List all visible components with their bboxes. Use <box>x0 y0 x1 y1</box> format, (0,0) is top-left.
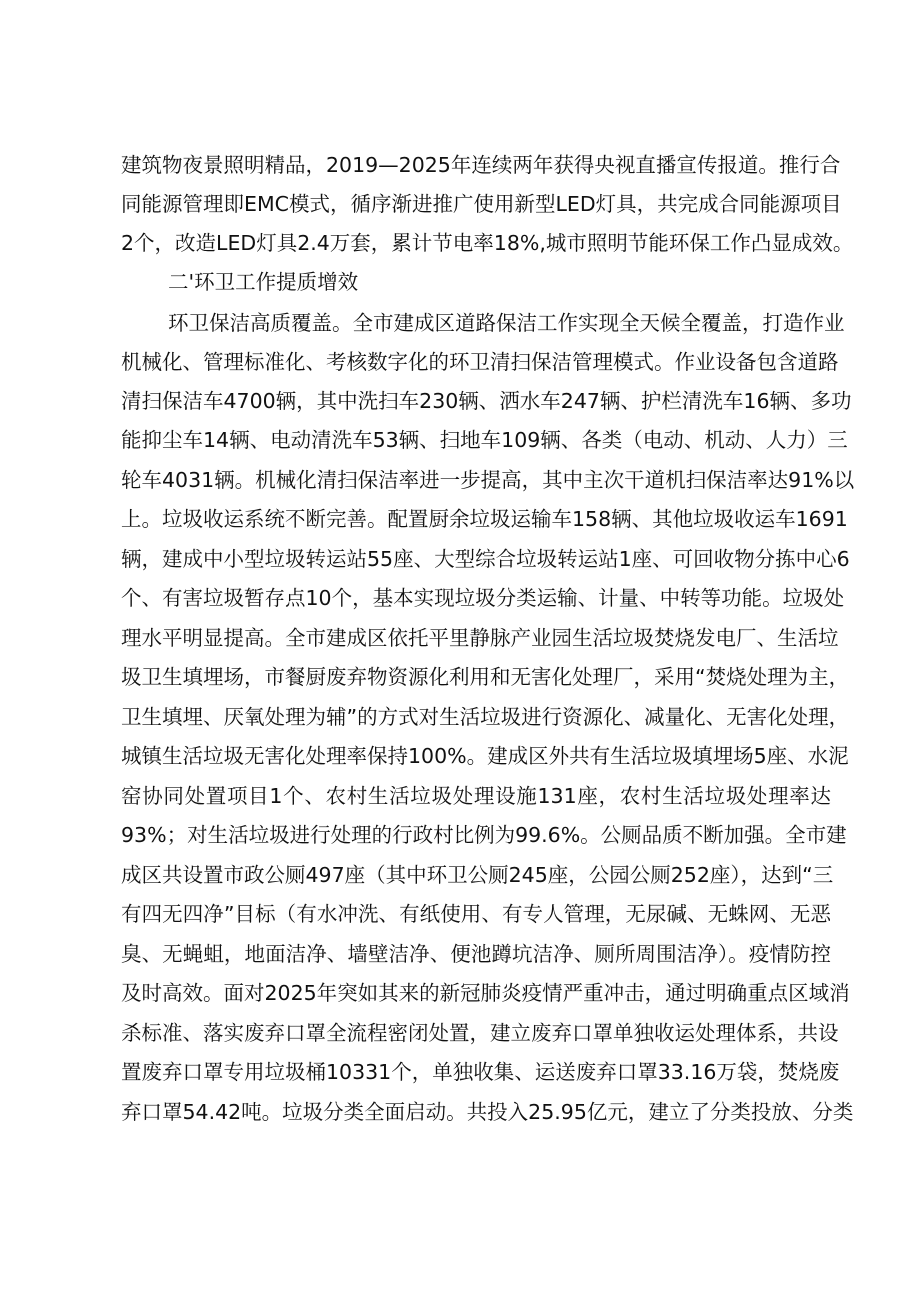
paragraph-1-line-1: 建筑物夜景照明精品，2019—2025年连续两年获得央视直播宣传报道。推行合 <box>121 153 841 177</box>
section-heading: 二'环卫工作提质增效 <box>168 270 359 294</box>
paragraph-2-line-21: 弃口罩54.42吨。垃圾分类全面启动。共投入25.95亿元，建立了分类投放、分类 <box>121 1100 854 1124</box>
paragraph-2-line-13: 窑协同处置项目1个、农村生活垃圾处理设施131座，农村生活垃圾处理率达 <box>121 784 831 808</box>
paragraph-2-line-17: 臭、无蝇蛆，地面洁净、墙壁洁净、便池蹲坑洁净、厕所周围洁净）。疫情防控 <box>121 942 831 966</box>
paragraph-1-line-2: 同能源管理即EMC模式，循序渐进推广使用新型LED灯具，共完成合同能源项目 <box>121 192 842 216</box>
paragraph-2-line-8: 个、有害垃圾暂存点10个，基本实现垃圾分类运输、计量、中转等功能。垃圾处 <box>121 586 845 610</box>
paragraph-2-line-1: 环卫保洁高质覆盖。全市建成区道路保洁工作实现全天候全覆盖，打造作业 <box>168 311 845 335</box>
paragraph-2-line-7: 辆，建成中小型垃圾转运站55座、大型综合垃圾转运站1座、可回收物分拣中心6 <box>121 547 850 571</box>
paragraph-2-line-9: 理水平明显提高。全市建成区依托平里静脉产业园生活垃圾焚烧发电厂、生活垃 <box>121 626 839 650</box>
paragraph-2-line-18: 及时高效。面对2025年突如其来的新冠肺炎疫情严重冲击，通过明确重点区域消 <box>121 981 850 1005</box>
paragraph-2-line-14: 93%；对生活垃圾进行处理的行政村比例为99.6%。公厕品质不断加强。全市建 <box>121 823 847 847</box>
paragraph-1-line-3: 2个，改造LED灯具2.4万套，累计节电率18%,城市照明节能环保工作凸显成效。 <box>121 231 854 255</box>
paragraph-2-line-5: 轮车4031辆。机械化清扫保洁率进一步提高，其中主次干道机扫保洁率达91%以 <box>121 468 855 492</box>
paragraph-2-line-11: 卫生填埋、厌氧处理为辅”的方式对生活垃圾进行资源化、减量化、无害化处理， <box>121 705 850 729</box>
paragraph-2-line-2: 机械化、管理标准化、考核数字化的环卫清扫保洁管理模式。作业设备包含道路 <box>121 350 839 374</box>
paragraph-2-line-4: 能抑尘车14辆、电动清洗车53辆、扫地车109辆、各类（电动、机动、人力）三 <box>121 428 848 452</box>
paragraph-2-line-20: 置废弃口罩专用垃圾桶10331个，单独收集、运送废弃口罩33.16万袋，焚烧废 <box>121 1060 840 1084</box>
paragraph-2-line-19: 杀标准、落实废弃口罩全流程密闭处置，建立废弃口罩单独收运处理体系，共设 <box>121 1021 839 1045</box>
paragraph-2-line-15: 成区共设置市政公厕497座（其中环卫公厕245座，公园公厕252座），达到“三 <box>121 863 834 887</box>
paragraph-2-line-10: 圾卫生填埋场，市餐厨废弃物资源化利用和无害化处理厂，采用“焚烧处理为主， <box>121 665 850 689</box>
paragraph-2-line-12: 城镇生活垃圾无害化处理率保持100%。建成区外共有生活垃圾填埋场5座、水泥 <box>121 744 849 768</box>
paragraph-2-line-16: 有四无四净”目标（有水冲洗、有纸使用、有专人管理，无尿碱、无蛛网、无恶 <box>121 902 831 926</box>
paragraph-2-line-3: 清扫保洁车4700辆，其中洗扫车230辆、洒水车247辆、护栏清洗车16辆、多功 <box>121 389 852 413</box>
paragraph-2-line-6: 上。垃圾收运系统不断完善。配置厨余垃圾运输车158辆、其他垃圾收运车1691 <box>121 507 848 531</box>
